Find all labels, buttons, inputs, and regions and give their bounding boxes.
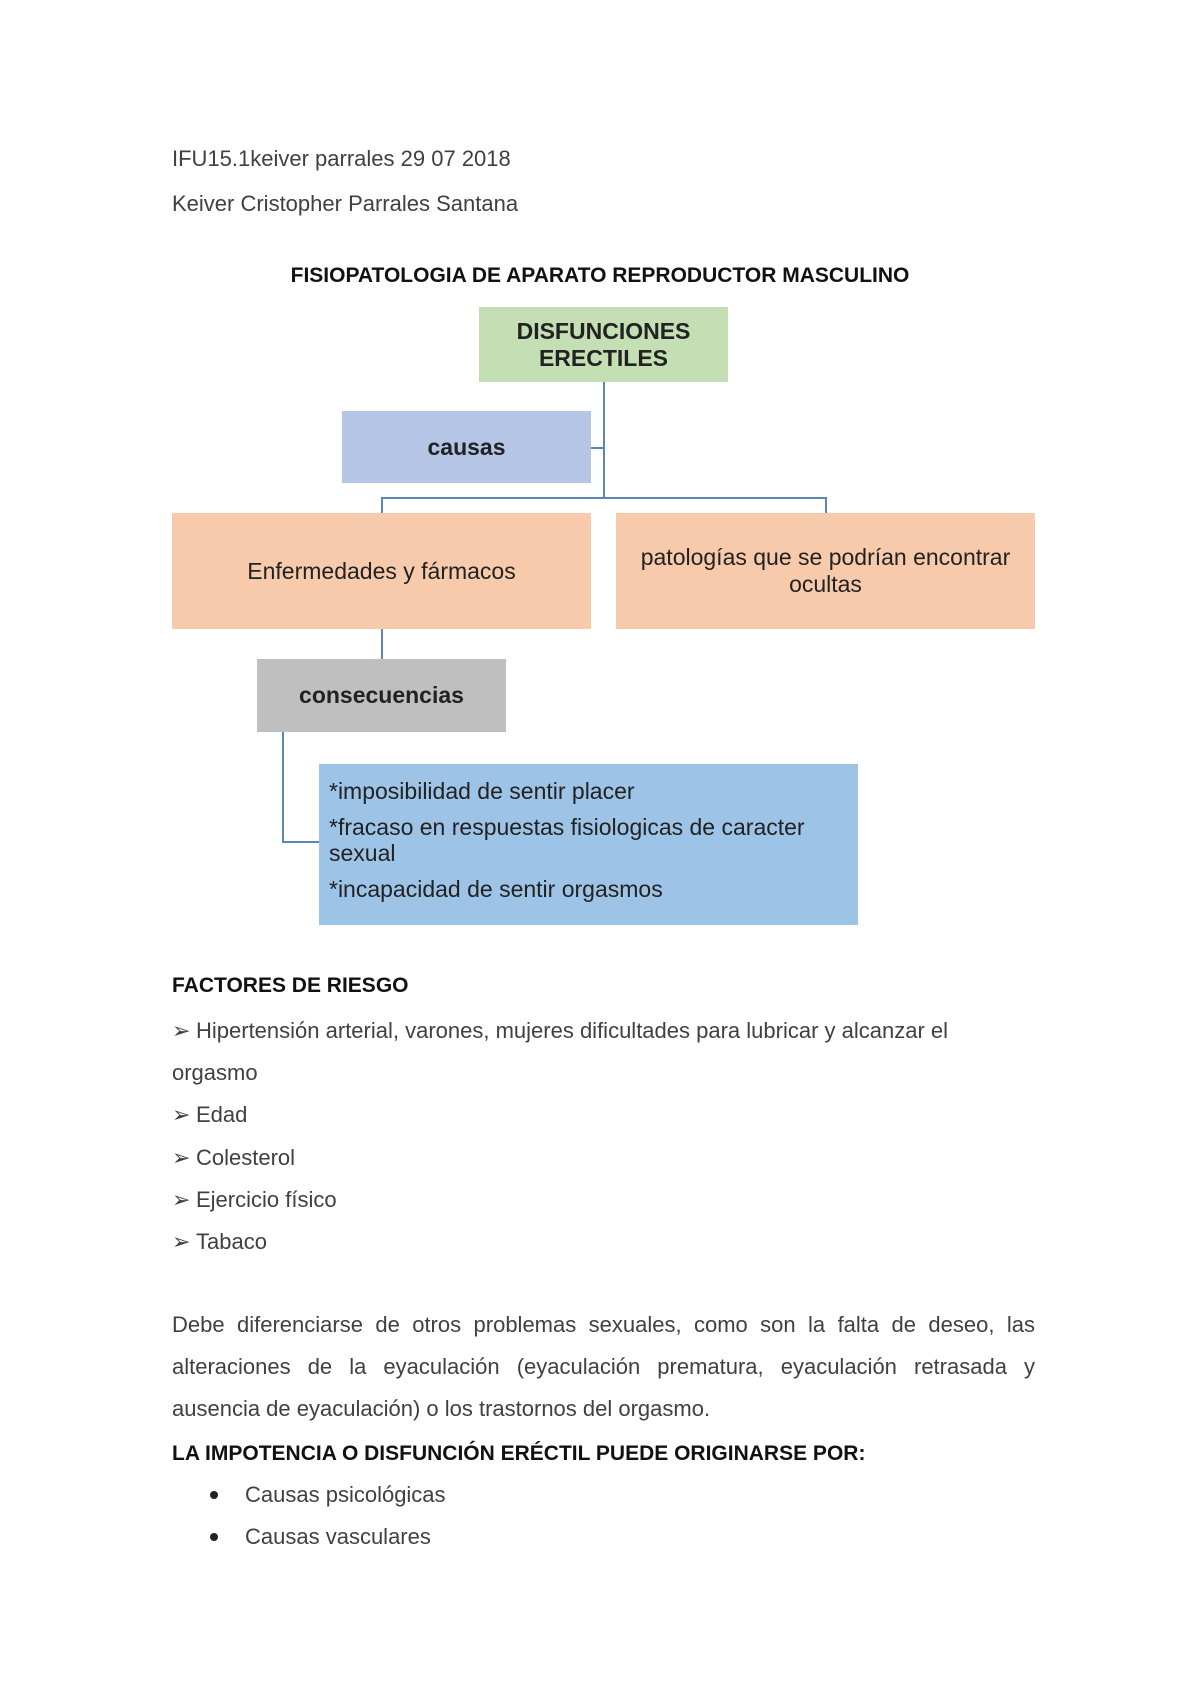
- risk-factor-text: Ejercicio físico: [196, 1187, 337, 1212]
- root-node: [479, 307, 728, 382]
- body-paragraph: Debe diferenciarse de otros problemas sexuales, como son la falta de deseo, las alteraciones de la eyaculación (eyaculación prematura, eyaculación retrasada y ausencia de eyaculación) o los trastornos del orgasmo.: [172, 1312, 1035, 1421]
- risk-factor-text: Hipertensión arterial, varones, mujeres dificultades para lubricar y alcanzar el: [196, 1018, 949, 1043]
- root-node-label: DISFUNCIONES ERECTILES: [516, 317, 691, 371]
- arrow-bullet-icon: ➢: [172, 1187, 191, 1212]
- connector-right-drop: [825, 497, 827, 513]
- right-branch-node: [616, 513, 1035, 629]
- page-title: FISIOPATOLOGIA DE APARATO REPRODUCTOR MASCULINO: [290, 264, 910, 287]
- causes-node-label: causas: [427, 433, 506, 460]
- causes-node: [342, 411, 591, 483]
- consequence-item: *fracaso en respuestas fisiologicas de caracter sexual: [329, 814, 805, 866]
- consequences-list: [319, 764, 858, 925]
- risk-factor-continuation: orgasmo: [172, 1060, 258, 1085]
- left-branch-node: [172, 513, 591, 629]
- left-branch-label: Enfermedades y fármacos: [247, 557, 516, 584]
- cause-item: Causas vasculares: [245, 1524, 431, 1549]
- arrow-bullet-icon: ➢: [172, 1229, 191, 1254]
- risk-factor-item: [172, 1102, 247, 1128]
- risk-factor-item: [172, 1145, 295, 1171]
- causes-heading: LA IMPOTENCIA O DISFUNCIÓN ERÉCTIL PUEDE ORIGINARSE POR:: [172, 1442, 866, 1465]
- risk-factor-item: [172, 1229, 267, 1255]
- consequences-node: [257, 659, 506, 732]
- bullet-dot-icon: [210, 1533, 218, 1541]
- consequence-item: *imposibilidad de sentir placer: [329, 778, 635, 804]
- connector-branch-bar: [381, 497, 827, 499]
- connector-root-trunk: [603, 382, 605, 498]
- risk-factor-item: [172, 1187, 337, 1213]
- risk-factor-text: Colesterol: [196, 1145, 296, 1170]
- arrow-bullet-icon: ➢: [172, 1018, 191, 1043]
- risk-factor-text: Tabaco: [196, 1229, 267, 1254]
- document-id-line: IFU15.1keiver parrales 29 07 2018: [172, 146, 511, 171]
- connector-consequences: [381, 629, 383, 659]
- author-name-line: Keiver Cristopher Parrales Santana: [172, 191, 519, 216]
- arrow-bullet-icon: ➢: [172, 1102, 191, 1127]
- right-branch-label: patologías que se podrían encontrar ocultas: [640, 544, 1011, 597]
- risk-factors-heading: FACTORES DE RIESGO: [172, 974, 409, 997]
- connector-causes: [591, 447, 605, 449]
- bullet-dot-icon: [210, 1491, 218, 1499]
- connector-left-drop: [381, 497, 383, 513]
- arrow-bullet-icon: ➢: [172, 1145, 191, 1170]
- connector-list-horizontal: [282, 841, 319, 843]
- consequences-node-label: consecuencias: [299, 682, 464, 708]
- risk-factor-text: Edad: [196, 1102, 248, 1127]
- connector-list-vertical: [282, 732, 284, 842]
- risk-factor-item: [172, 1018, 948, 1044]
- consequence-item: *incapacidad de sentir orgasmos: [329, 876, 663, 902]
- cause-item: Causas psicológicas: [245, 1482, 446, 1507]
